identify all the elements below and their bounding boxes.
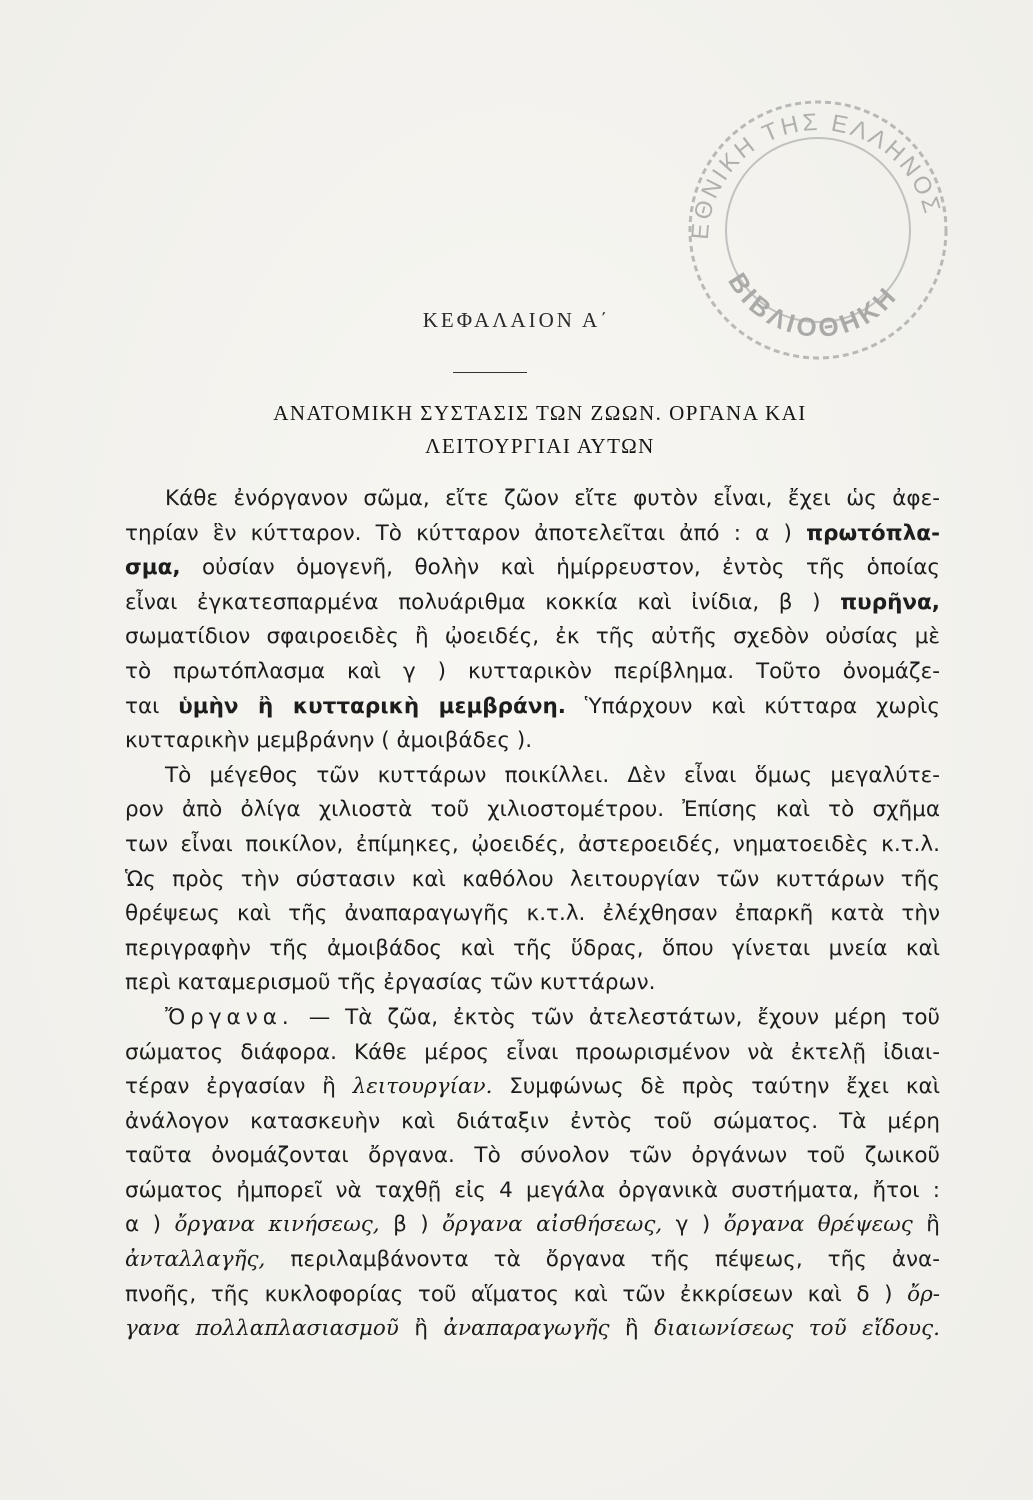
text-line: πνοῆς, τῆς κυκλοφορίας τοῦ αἵματος καὶ τῶν ἐκκρίσεων καὶ δ ) ὄρ- [125,1281,940,1307]
text-line: περιγραφὴν τῆς ἀμοιβάδος καὶ τῆς ὕδρας, ὅπου γίνεται μνεία καὶ [125,935,940,961]
text-line: εἶναι ἐγκατεσπαρμένα πολυάριθμα κοκκία καὶ ἰνίδια, β ) πυρῆνα, [125,589,940,615]
stamp-top-text: ΕΘΝΙΚΗ ΤΗΣ ΕΛΛΗΝΟΣ [686,108,947,241]
heading-divider [453,372,527,373]
text-line: Ὄργανα. — Τὰ ζῶα, ἐκτὸς τῶν ἀτελεστάτων, ἔχουν μέρη τοῦ [165,1004,940,1030]
section-title-line-2: ΛΕΙΤΟΥΡΓΙΑΙ ΑΥΤΩΝ [425,434,655,458]
term-sense-organs: ὄργανα αἰσθήσεως, [442,1212,663,1238]
text-line: γανα πολλαπλασιασμοῦ ἢ ἀναπαραγωγῆς ἢ διαιωνίσεως τοῦ εἴδους. [125,1316,940,1342]
term-nutrition-organs: ὄργανα θρέψεως [723,1212,913,1238]
term-movement-organs: ὄργανα κινήσεως, [174,1212,380,1238]
text-line: θρέψεως καὶ τῆς ἀναπαραγωγῆς κ.τ.λ. ἐλέχθησαν ἐπαρκῆ κατὰ τὴν [125,901,940,927]
term-reproduction: ἀναπαραγωγῆς [443,1316,610,1342]
text-line: ται ὑμὴν ἢ κυτταρικὴ μεμβράνη. Ὑπάρχουν καὶ κύτταρα χωρὶς [125,693,940,719]
term-function: λειτουργίαν. [352,1074,493,1100]
text-line: των εἶναι ποικίλον, ἐπίμηκες, ᾠοειδές, ἀστεροειδές, νηματοειδὲς κ.τ.λ. [125,831,940,857]
section-title [120,397,960,463]
library-stamp [668,70,968,380]
body-text [125,482,940,1347]
text-line: σωματίδιον σφαιροειδὲς ἢ ᾠοειδές, ἐκ τῆς αὐτῆς σχεδὸν οὐσίας μὲ [125,624,940,650]
term-membrane: ὑμὴν ἢ κυτταρικὴ μεμβράνη. [178,693,566,719]
section-title-line-1: ΑΝΑΤΟΜΙΚΗ ΣΥΣΤΑΣΙΣ ΤΩΝ ΖΩΩΝ. ΟΡΓΑΝΑ ΚΑΙ [273,401,807,425]
term-protoplasm: πρωτόπλα- [806,520,940,546]
term-exchange: ἀνταλλαγῆς, [125,1247,266,1273]
text-line: σμα, οὐσίαν ὁμογενῆ, θολὴν καὶ ἡμίρρευστον, ἐντὸς τῆς ὁποίας [125,555,940,581]
text-line: ἀνταλλαγῆς, περιλαμβάνοντα τὰ ὄργανα τῆς πέψεως, τῆς ἀνα- [125,1247,940,1273]
term-organs: Ὄργανα. [165,1004,294,1030]
term-organs-cont: ὄρ- [907,1281,940,1307]
text-line: Κάθε ἐνόργανον σῶμα, εἴτε ζῶον εἴτε φυτὸν εἶναι, ἔχει ὡς ἀφε- [165,486,940,511]
text-line: σώματος ἠμπορεῖ νὰ ταχθῇ εἰς 4 μεγάλα ὀργανικὰ συστήματα, ἤτοι : [125,1177,940,1203]
text-line: τέραν ἐργασίαν ἢ λειτουργίαν. Συμφώνως δὲ πρὸς ταύτην ἔχει καὶ [125,1074,940,1100]
text-line: Ὡς πρὸς τὴν σύστασιν καὶ καθόλου λειτουργίαν τῶν κυττάρων τῆς [125,866,940,892]
text-line: τὸ πρωτόπλασμα καὶ γ ) κυτταρικὸν περίβλημα. Τοῦτο ὀνομάζε- [125,658,940,684]
text-line: τηρίαν ἓν κύτταρον. Τὸ κύτταρον ἀποτελεῖται ἀπό : α ) πρωτόπλα- [125,520,940,546]
text-line: περὶ καταμερισμοῦ τῆς ἐργασίας τῶν κυττάρων. [125,970,656,996]
term-multiplication: γανα πολλαπλασιασμοῦ [125,1316,399,1342]
text-line: ρον ἀπὸ ὀλίγα χιλιοστὰ τοῦ χιλιοστομέτρου. Ἐπίσης καὶ τὸ σχῆμα [125,797,940,823]
term-protoplasm-cont: σμα, [125,555,181,581]
text-line: σώματος διάφορα. Κάθε μέρος εἶναι προωρισμένον νὰ ἐκτελῇ ἰδιαι- [125,1039,940,1065]
text-line: ἀνάλογον κατασκευὴν καὶ διάταξιν ἐντὸς τοῦ σώματος. Τὰ μέρη [125,1108,940,1134]
text-line: κυτταρικὴν μεμβράνην ( ἀμοιβάδες ). [125,728,533,754]
term-perpetuation: διαιωνίσεως τοῦ εἴδους. [654,1316,940,1342]
chapter-heading: ΚΕΦΑΛΑΙΟΝ Α΄ [422,308,611,332]
text-line: ταῦτα ὀνομάζονται ὄργανα. Τὸ σύνολον τῶν ὀργάνων τοῦ ζωικοῦ [125,1143,940,1169]
text-line: α ) ὄργανα κινήσεως, β ) ὄργανα αἰσθήσεως, γ ) ὄργανα θρέψεως ἢ [125,1212,940,1238]
term-nucleus: πυρῆνα, [840,589,940,615]
stamp-bottom-text: ΒΙΒΛΙΟΘΗΚΗ [722,267,904,344]
text-line: Τὸ μέγεθος τῶν κυττάρων ποικίλλει. Δὲν εἶναι ὅμως μεγαλύτε- [165,762,940,788]
